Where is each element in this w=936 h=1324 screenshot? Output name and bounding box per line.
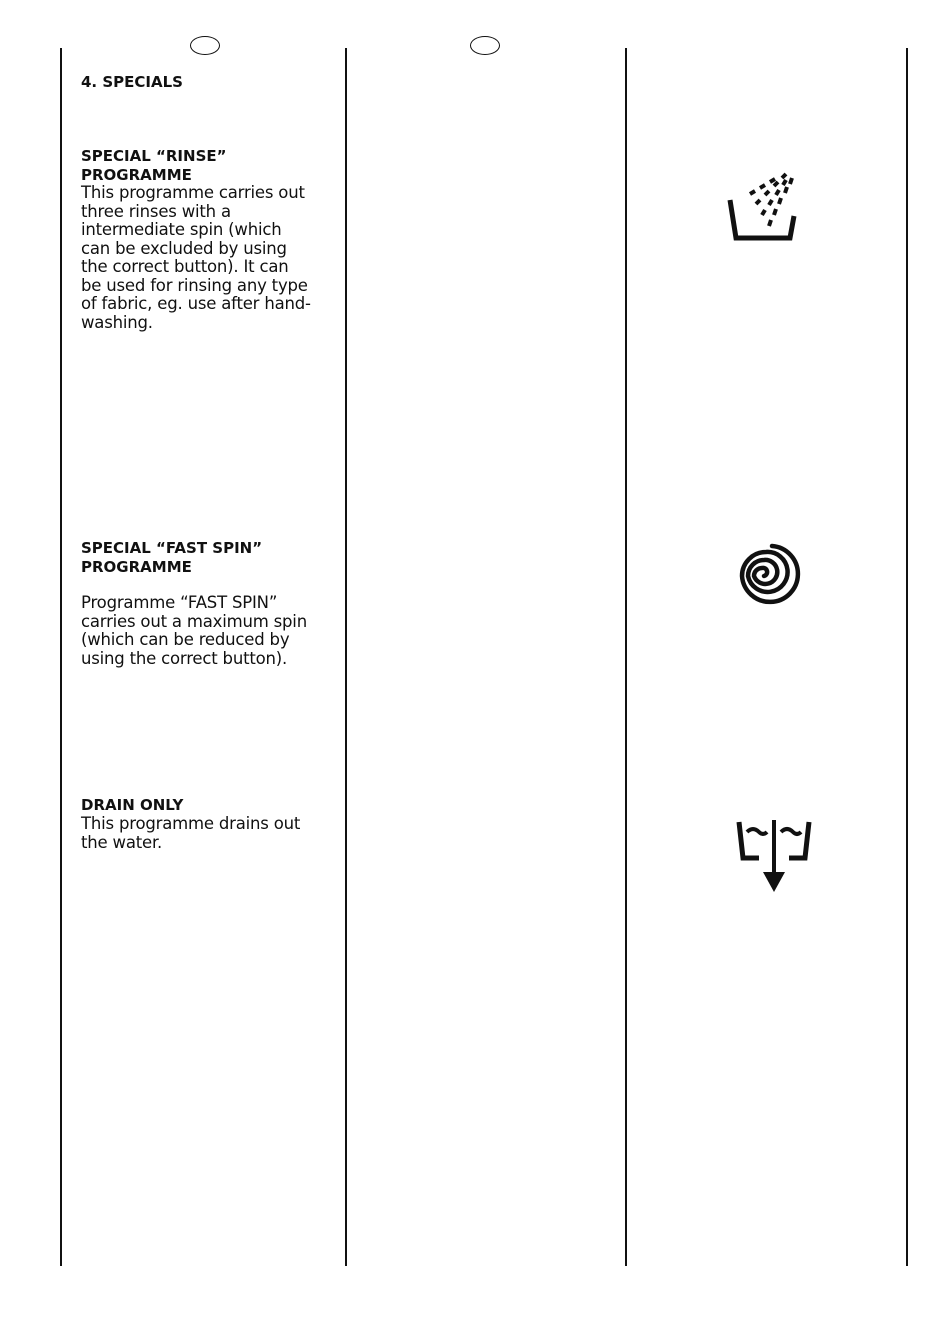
spin-icon [736,540,806,610]
column-divider-far-right [906,48,908,1266]
column-divider-right [625,48,627,1266]
drain-only-programme-title: DRAIN ONLY [81,796,184,814]
fast-spin-programme-description: Programme “FAST SPIN” carries out a maximum spin (which can be reduced by using the correct button). [81,593,307,668]
drain-icon [735,818,813,896]
language-marker-oval [190,36,220,55]
column-divider-left [60,48,62,1266]
column-divider-middle [345,48,347,1266]
rinse-programme-title: SPECIAL “RINSE” PROGRAMME [81,147,227,184]
rinse-icon [722,170,802,244]
language-marker-oval [470,36,500,55]
drain-only-programme-description: This programme drains out the water. [81,814,301,852]
rinse-programme-description: This programme carries out three rinses with a intermediate spin (which can be excluded by using the correct button). It can be used for rinsing any type of fabric, eg. use after hand- washing. [81,183,311,332]
section-heading: 4. SPECIALS [81,73,183,91]
fast-spin-programme-title: SPECIAL “FAST SPIN” PROGRAMME [81,539,263,576]
